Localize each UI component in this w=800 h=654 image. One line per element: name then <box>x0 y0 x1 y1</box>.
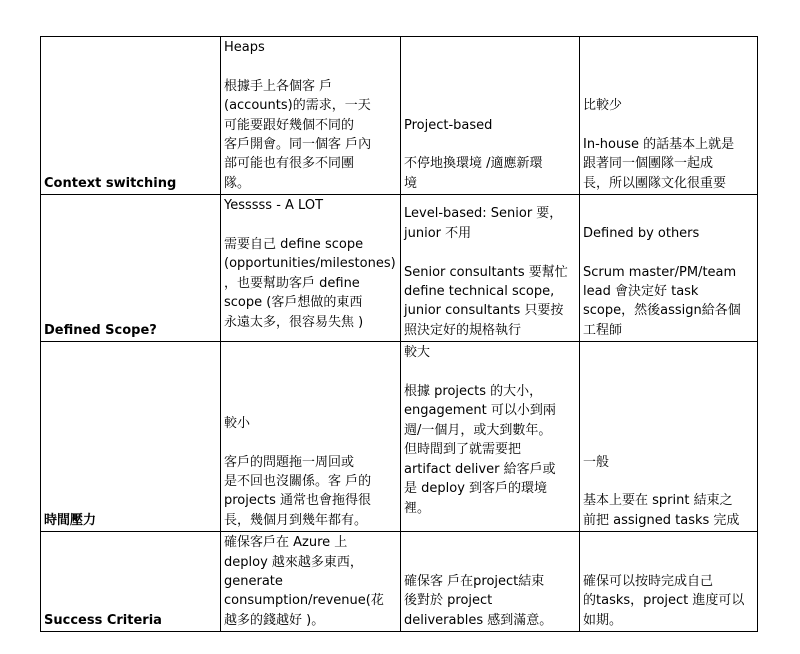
table-cell: 確保客戶在 Azure 上 deploy 越來越多東西， generate consumption/revenue(花 越多的錢越好 )。 <box>221 532 401 632</box>
table-cell: 一般 基本上要在 sprint 結束之 前把 assigned tasks 完成 <box>580 342 758 532</box>
table-row-context-switching <box>41 37 758 195</box>
comparison-table <box>40 36 758 632</box>
table-cell: 確保可以按時完成自己 的tasks，project 進度可以 如期。 <box>580 532 758 632</box>
table-cell: Project-based 不停地換環境 /適應新環 境 <box>401 37 580 195</box>
table-cell: Yesssss - A LOT 需要自己 define scope (opportunities/milestones) ，也要幫助客戶 define scope (客戶想做的東西 永遠太多，很容易失焦 ) <box>221 195 401 342</box>
row-label: Success Criteria <box>41 532 221 632</box>
table-cell: Defined by others Scrum master/PM/team lead 會決定好 task scope，然後assign給各個 工程師 <box>580 195 758 342</box>
row-label: Defined Scope? <box>41 195 221 342</box>
table-cell: Heaps 根據手上各個客 戶 (accounts)的需求，一天 可能要跟好幾個不同的 客戶開會。同一個客 戶內 部可能也有很多不同團 隊。 <box>221 37 401 195</box>
table-row-success-criteria <box>41 532 758 632</box>
table-cell: 比較少 In-house 的話基本上就是 跟著同一個團隊一起成 長，所以團隊文化很重要 <box>580 37 758 195</box>
table-cell: 較小 客戶的問題拖一周回或 是不回也沒關係。客 戶的 projects 通常也會拖得很 長，幾個月到幾年都有。 <box>221 342 401 532</box>
row-label: 時間壓力 <box>41 342 221 532</box>
table-cell: 較大 根據 projects 的大小， engagement 可以小到兩 週/一個月，或大到數年。 但時間到了就需要把 artifact deliver 給客戶或 是 deploy 到客戶的環境 裡。 <box>401 342 580 532</box>
row-label: Context switching <box>41 37 221 195</box>
table-cell: Level-based: Senior 要， junior 不用 Senior consultants 要幫忙 define technical scope, junior consultants 只要按 照決定好的規格執行 <box>401 195 580 342</box>
table-row-time-pressure <box>41 342 758 532</box>
table-row-defined-scope <box>41 195 758 342</box>
table-cell: 確保客 戶在project結束 後對於 project deliverables 感到滿意。 <box>401 532 580 632</box>
